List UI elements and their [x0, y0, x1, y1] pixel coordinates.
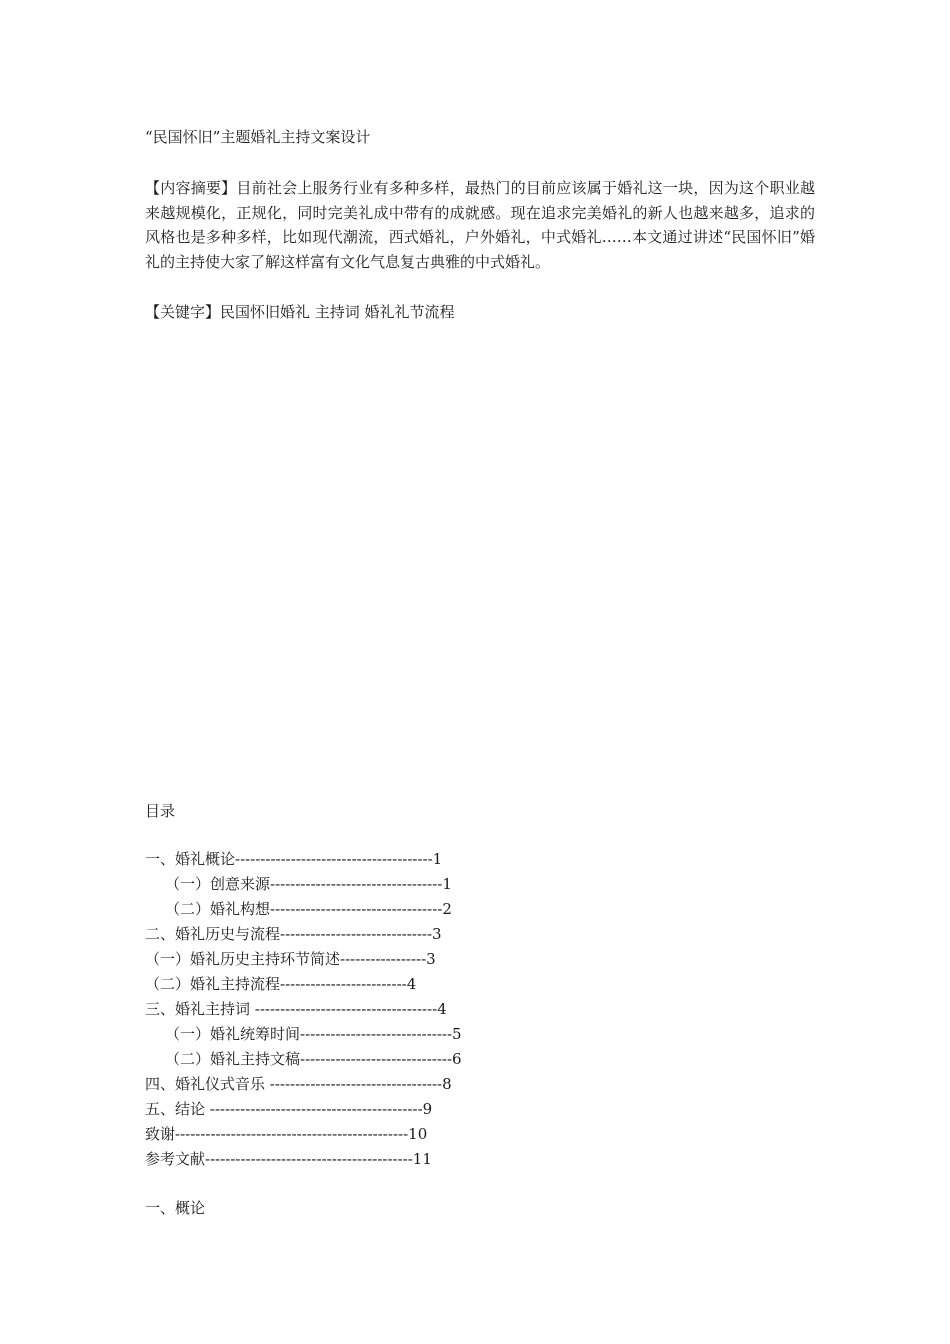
- keywords-line: 【关键字】民国怀旧婚礼 主持词 婚礼礼节流程: [145, 303, 455, 321]
- toc-entry: 致谢----------------------------------------------10: [145, 1125, 428, 1143]
- toc-entry: （一）创意来源----------------------------------1: [165, 875, 452, 893]
- toc-entry: 四、婚礼仪式音乐 ----------------------------------8: [145, 1075, 452, 1093]
- toc-entry: （二）婚礼主持流程-------------------------4: [145, 975, 417, 993]
- toc-entry: （一）婚礼统筹时间------------------------------5: [165, 1025, 462, 1043]
- toc-entry: （二）婚礼主持文稿------------------------------6: [165, 1050, 462, 1068]
- toc-entry: 参考文献-----------------------------------------11: [145, 1150, 432, 1168]
- toc-entry: 一、婚礼概论---------------------------------------1: [145, 850, 443, 868]
- section-heading: 一、概论: [145, 1199, 206, 1217]
- toc-entry: 五、结论 ------------------------------------------9: [145, 1100, 433, 1118]
- abstract-text: 【内容摘要】目前社会上服务行业有多种多样，最热门的目前应该属于婚礼这一块，因为这个职业越来越规模化，正规化，同时完美礼成中带有的成就感。现在追求完美婚礼的新人也越来越多，追求的风格也是多种多样，比如现代潮流，西式婚礼，户外婚礼，中式婚礼……本文通过讲述“民国怀旧”婚礼的主持使大家了解这样富有文化气息复古典雅的中式婚礼。: [145, 179, 815, 271]
- table-of-contents: [145, 847, 462, 1172]
- document-title: “民国怀旧”主题婚礼主持文案设计: [145, 128, 371, 146]
- toc-title: 目录: [145, 802, 176, 820]
- toc-entry: （二）婚礼构想----------------------------------2: [165, 900, 452, 918]
- toc-entry: 三、婚礼主持词 ------------------------------------4: [145, 1000, 447, 1018]
- toc-entry: 二、婚礼历史与流程------------------------------3: [145, 925, 442, 943]
- abstract-paragraph: [145, 176, 815, 274]
- toc-entry: （一）婚礼历史主持环节简述-----------------3: [145, 950, 436, 968]
